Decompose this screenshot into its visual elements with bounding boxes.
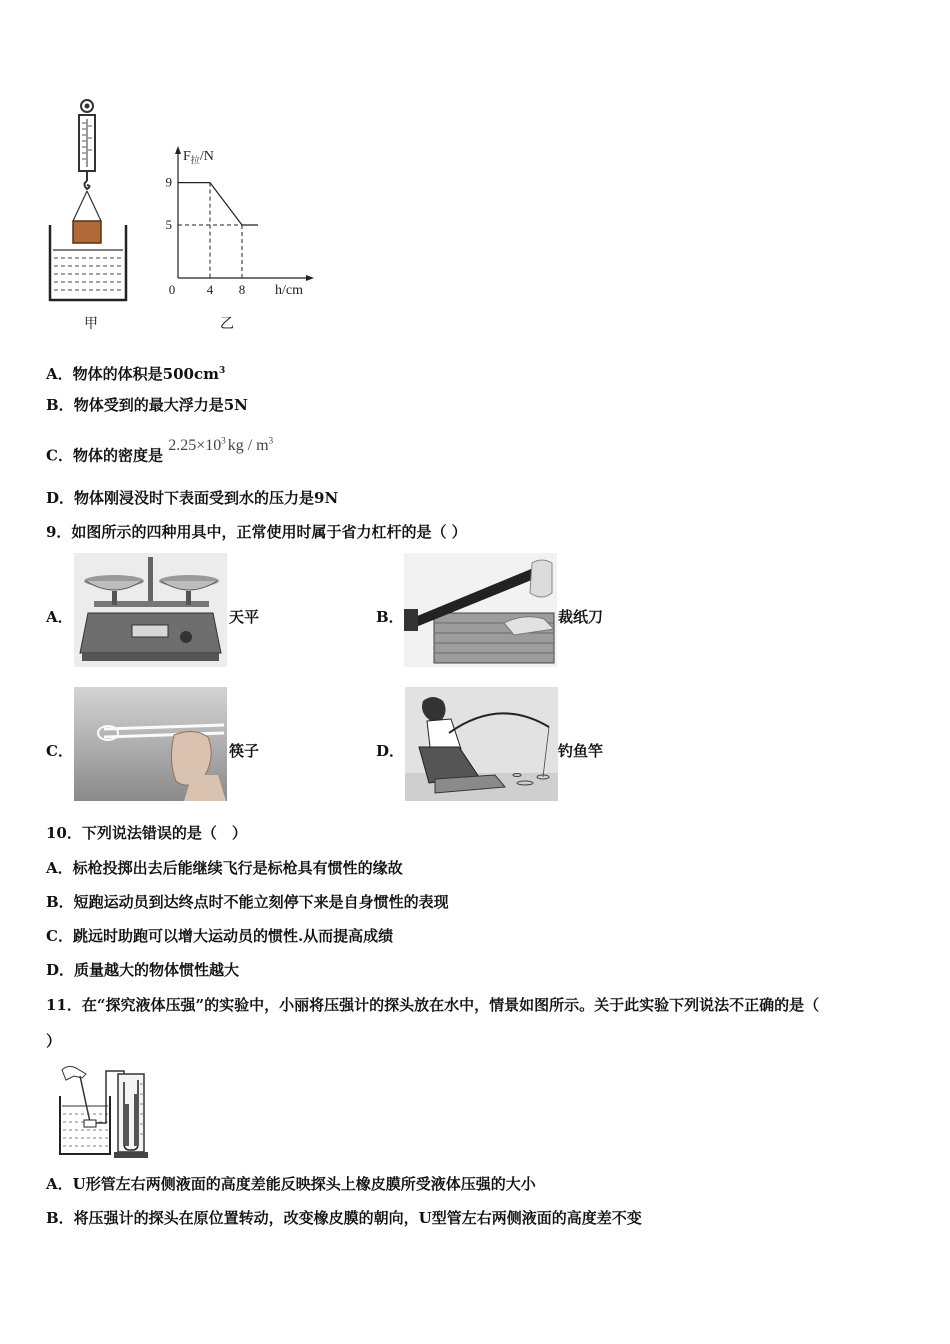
y-tick-label: 9 — [165, 174, 172, 190]
q8-option-d: D．物体刚浸没时下表面受到水的压力是9N — [46, 489, 339, 507]
spring-scale-figure — [40, 95, 140, 310]
balance-scale-photo — [74, 553, 227, 667]
q10-stem: 10．下列说法错误的是（ ） — [46, 824, 247, 842]
q10-option-c: C．跳远时助跑可以增大运动员的惯性.从而提高成绩 — [46, 927, 394, 945]
x-tick-label: 0 — [168, 282, 176, 297]
y-axis-label: $F_拉/N$ — [183, 149, 214, 165]
x-axis-arrow — [306, 275, 314, 281]
q11-option-b: B．将压强计的探头在原位置转动，改变橡皮膜的朝向，U型管左右两侧液面的高度差不变 — [46, 1209, 642, 1227]
series-line — [178, 183, 258, 225]
q11-option-a: A．U形管左右两侧液面的高度差能反映探头上橡皮膜所受液体压强的大小 — [46, 1175, 536, 1193]
q9-option-d-label: D． — [376, 742, 405, 760]
y-tick-label: 5 — [165, 217, 172, 232]
q8-option-c: C．物体的密度是 $2.25\times 10^3$ kg / $m^3$ — [46, 436, 274, 465]
force-depth-chart — [150, 140, 320, 305]
pressure-gauge-figure — [54, 1060, 154, 1160]
q9-option-b-caption: 裁纸刀 — [558, 608, 604, 626]
y-axis-arrow — [175, 146, 181, 154]
paper-cutter-photo — [404, 553, 557, 667]
q11-stem-line2: ） — [46, 1032, 62, 1050]
q9-option-b-label: B． — [376, 608, 404, 626]
x-tick-label: 8 — [238, 282, 246, 297]
q8-option-a: A．物体的体积是$500cm^3$ — [46, 365, 226, 383]
x-tick-label: 4 — [206, 282, 214, 297]
q9-option-d-caption: 钓鱼竿 — [558, 742, 604, 760]
q10-option-a: A．标枪投掷出去后能继续飞行是标枪具有惯性的缘故 — [46, 859, 403, 877]
figure-label-yi: 乙 — [220, 317, 234, 332]
q9-option-c-label: C． — [46, 742, 73, 760]
figure-label-jia: 甲 — [84, 317, 98, 332]
q9-option-a-label: A． — [46, 608, 73, 626]
fishing-rod-photo — [405, 687, 558, 801]
density-formula: $2.25\times 10^3$ kg / $m^3$ — [168, 436, 274, 455]
q9-option-c-caption: 筷子 — [229, 742, 260, 760]
q8-option-b: B．物体受到的最大浮力是5N — [46, 396, 248, 414]
x-axis-label: h/cm — [275, 283, 303, 298]
q10-option-d: D．质量越大的物体惯性越大 — [46, 961, 240, 979]
chopsticks-photo — [74, 687, 227, 801]
q9-stem: 9．如图所示的四种用具中，正常使用时属于省力杠杆的是（ ） — [46, 523, 467, 541]
q11-stem-line1: 11．在“探究液体压强”的实验中，小丽将压强计的探头放在水中，情景如图所示。关于此实验下列说法不正确的是（ — [46, 996, 820, 1014]
q9-option-a-caption: 天平 — [229, 608, 260, 626]
q10-option-b: B．短跑运动员到达终点时不能立刻停下来是自身惯性的表现 — [46, 893, 449, 911]
